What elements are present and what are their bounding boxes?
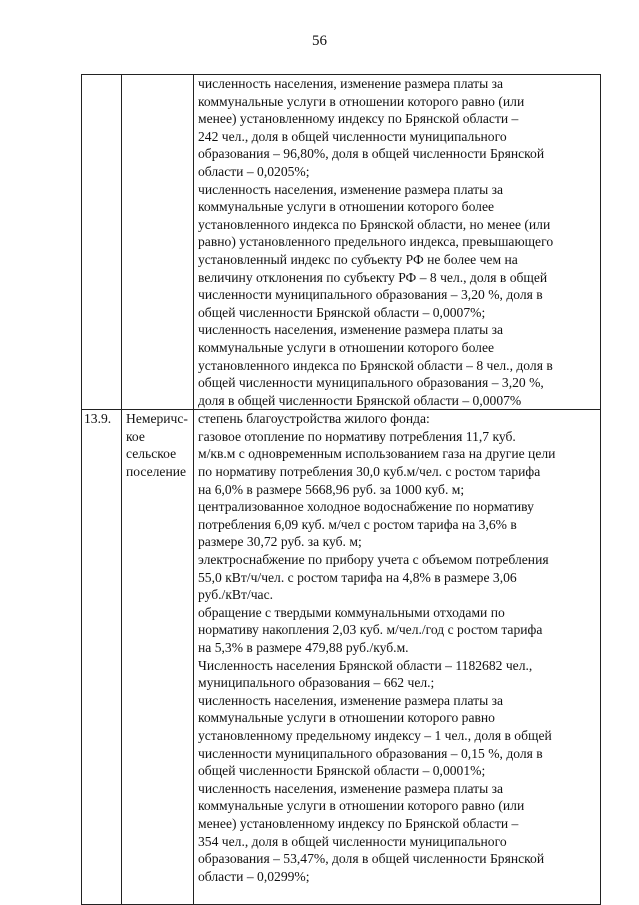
municipality-name-line: кое bbox=[126, 428, 145, 444]
text-line: образования – 53,47%, доля в общей численности Брянской bbox=[198, 851, 545, 867]
municipality-name-line: Немеричс- bbox=[126, 411, 188, 427]
text-line: потребления 6,09 куб. м/чел с ростом тарифа на 3,6% в bbox=[198, 516, 517, 532]
text-line: 354 чел., доля в общей численности муниципального bbox=[198, 833, 507, 849]
municipality-name-cell bbox=[122, 410, 194, 905]
text-line: нормативу накопления 2,03 куб. м/чел./год с ростом тарифа bbox=[198, 622, 543, 638]
text-line: газовое отопление по нормативу потребления 11,7 куб. bbox=[198, 428, 516, 444]
text-line: на 6,0% в размере 5668,96 руб. за 1000 куб. м; bbox=[198, 481, 465, 497]
description-cell bbox=[194, 75, 601, 410]
text-line: численность населения, изменение размера платы за bbox=[198, 76, 504, 91]
description-cell bbox=[194, 410, 601, 905]
row-number-cell: 13.9. bbox=[82, 410, 122, 905]
municipality-name-line: поселение bbox=[126, 464, 187, 480]
text-line: 55,0 кВт/ч/чел. с ростом тарифа на 4,8% в размере 3,06 bbox=[198, 569, 517, 585]
text-line: численность населения, изменение размера платы за bbox=[198, 692, 504, 708]
municipality-name-cell bbox=[122, 75, 194, 410]
text-line: численность населения, изменение размера платы за bbox=[198, 181, 504, 197]
text-line: коммунальные услуги в отношении которого более bbox=[198, 339, 495, 355]
text-line: установленного индекса по Брянской области – 8 чел., доля в bbox=[198, 357, 553, 373]
text-line: установленный индекс по субъекту РФ не более чем на bbox=[198, 251, 518, 267]
document-table bbox=[81, 74, 601, 905]
text-line: образования – 96,80%, доля в общей численности Брянской bbox=[198, 146, 545, 162]
text-line: общей численности Брянской области – 0,0007%; bbox=[198, 304, 486, 320]
row-number-cell bbox=[82, 75, 122, 410]
text-line: м/кв.м с одновременным использованием газа на другие цели bbox=[198, 446, 556, 462]
text-line: общей численности Брянской области – 0,0001%; bbox=[198, 763, 486, 779]
text-line: доля в общей численности Брянской области – 0,0007% bbox=[198, 392, 522, 408]
text-line: централизованное холодное водоснабжение по нормативу bbox=[198, 499, 534, 515]
text-line: менее) установленному индексу по Брянской области – bbox=[198, 111, 519, 127]
text-line: степень благоустройства жилого фонда: bbox=[198, 411, 430, 427]
text-line: коммунальные услуги в отношении которого более bbox=[198, 199, 495, 215]
text-line: численности муниципального образования – 0,15 %, доля в bbox=[198, 745, 543, 761]
table-row bbox=[82, 410, 601, 905]
text-line: общей численности муниципального образования – 3,20 %, bbox=[198, 375, 544, 391]
text-line: области – 0,0299%; bbox=[198, 868, 310, 884]
text-line: установленному предельному индексу – 1 чел., доля в общей bbox=[198, 727, 552, 743]
text-line: численности муниципального образования – 3,20 %, доля в bbox=[198, 287, 543, 303]
text-line: коммунальные услуги в отношении которого равно bbox=[198, 710, 495, 726]
text-line: численность населения, изменение размера платы за bbox=[198, 322, 504, 338]
text-line: равно) установленного предельного индекса, превышающего bbox=[198, 234, 554, 250]
text-line: муниципального образования – 662 чел.; bbox=[198, 675, 435, 691]
text-line: обращение с твердыми коммунальными отходами по bbox=[198, 604, 505, 620]
text-line: 242 чел., доля в общей численности муниципального bbox=[198, 128, 507, 144]
text-line: на 5,3% в размере 479,88 руб./куб.м. bbox=[198, 640, 409, 655]
text-line: руб./кВт/час. bbox=[198, 587, 274, 603]
text-line: коммунальные услуги в отношении которого равно (или bbox=[198, 93, 525, 109]
page-number: 56 bbox=[312, 33, 327, 49]
text-line: установленного индекса по Брянской области, но менее (или bbox=[198, 216, 551, 232]
text-line: величину отклонения по субъекту РФ – 8 чел., доля в общей bbox=[198, 269, 548, 285]
text-line: электроснабжение по прибору учета с объемом потребления bbox=[198, 552, 549, 568]
text-line: численность населения, изменение размера платы за bbox=[198, 780, 504, 796]
text-line: области – 0,0205%; bbox=[198, 163, 310, 179]
text-line: коммунальные услуги в отношении которого равно (или bbox=[198, 798, 525, 814]
text-line: по нормативу потребления 30,0 куб.м/чел. с ростом тарифа bbox=[198, 464, 541, 480]
text-line: Численность населения Брянской области – 1182682 чел., bbox=[198, 657, 533, 673]
table-row bbox=[82, 75, 601, 410]
municipality-name-line: сельское bbox=[126, 446, 177, 462]
text-line: менее) установленному индексу по Брянской области – bbox=[198, 815, 519, 831]
text-line: размере 30,72 руб. за куб. м; bbox=[198, 534, 362, 550]
